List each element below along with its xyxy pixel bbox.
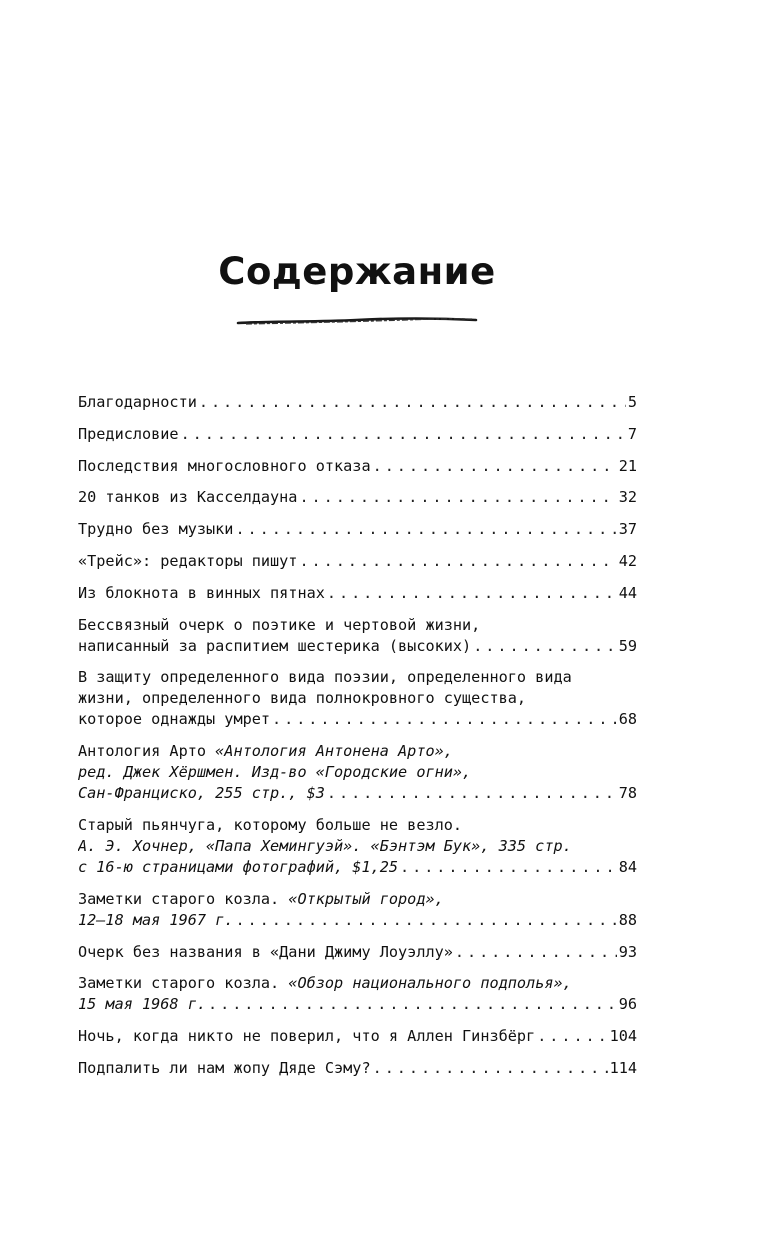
toc-entry[interactable] [78, 1058, 637, 1079]
toc-entry[interactable] [78, 583, 637, 604]
page-number: 21 [618, 456, 637, 475]
page-number: 32 [618, 488, 637, 507]
page-number: 37 [618, 520, 637, 539]
dot-leader [455, 942, 617, 963]
page-number: 78 [618, 784, 637, 803]
dot-leader [537, 1026, 607, 1047]
entry-title-line: Бессвязный очерк о поэтике и чертовой жизни, [78, 615, 481, 634]
entry-title-italic: «Обзор национального подполья», [288, 974, 572, 993]
entry-title-line: А. Э. Хочнер, «Папа Хемингуэй». «Бэнтэм Бук», 335 стр. [78, 836, 572, 855]
entry-title: Из блокнота в винных пятнах [78, 583, 325, 602]
toc-entry[interactable] [78, 615, 637, 657]
entry-title-line: 15 мая 1968 г. [78, 995, 207, 1014]
toc-entry[interactable] [78, 424, 637, 445]
page-number: 93 [618, 942, 637, 961]
entry-title-line: с 16-ю страницами фотографий, $1,25 [78, 857, 399, 876]
toc-entry[interactable] [78, 487, 637, 508]
page-number: 104 [609, 1027, 637, 1046]
entry-title-line: жизни, определенного вида полнокровного существа, [78, 689, 527, 708]
entry-title: «Трейс»: редакторы пишут [78, 551, 298, 570]
entry-title-line: В защиту определенного вида поэзии, определенного вида [78, 668, 572, 687]
entry-title-italic: «Открытый город», [288, 889, 444, 908]
entry-title-line [78, 741, 637, 762]
dot-leader [272, 709, 617, 730]
entry-title-line: 12–18 мая 1967 г. [78, 910, 234, 929]
entry-title-line [78, 973, 637, 994]
entry-title: Трудно без музыки [78, 520, 234, 539]
dot-leader [299, 487, 616, 508]
entry-title-italic: «Антология Антонена Арто», [215, 742, 453, 761]
entry-title: Последствия многословного отказа [78, 456, 371, 475]
entry-title-plain: Заметки старого козла. [78, 889, 289, 908]
page-number: 42 [618, 551, 637, 570]
entry-title-plain: Антология Арто [78, 742, 216, 761]
dot-leader [199, 392, 626, 413]
toc-entry[interactable] [78, 889, 637, 931]
dot-leader [327, 783, 617, 804]
entry-title-line: Сан-Франциско, 255 стр., $3 [78, 784, 325, 803]
page-number: 114 [609, 1058, 637, 1077]
entry-title: Благодарности [78, 393, 197, 411]
toc-entry[interactable] [78, 942, 637, 963]
page-number: 96 [618, 995, 637, 1014]
toc-entry[interactable] [78, 1026, 637, 1047]
page-number: 88 [618, 910, 637, 929]
entry-title: Ночь, когда никто не поверил, что я Аллен Гинзбёрг [78, 1027, 536, 1046]
entry-title: 20 танков из Касселдауна [78, 488, 298, 507]
entry-title-line: ред. Джек Хёршмен. Изд-во «Городские огни», [78, 763, 472, 782]
dot-leader [373, 1058, 608, 1079]
dot-leader [400, 857, 617, 878]
entry-title: Предисловие [78, 424, 179, 443]
page-number: 84 [618, 857, 637, 876]
toc-entry[interactable] [78, 815, 637, 878]
dot-leader [235, 519, 616, 540]
page-number: 44 [618, 583, 637, 602]
toc-entry[interactable] [78, 551, 637, 572]
page-number: 7 [627, 424, 637, 443]
entry-title-line: которое однажды умрет [78, 710, 271, 729]
toc-entry[interactable] [78, 392, 637, 413]
dot-leader [473, 636, 617, 657]
table-of-contents [78, 392, 637, 1090]
entry-title: Подпалить ли нам жопу Дяде Сэму? [78, 1058, 371, 1077]
toc-entry[interactable] [78, 456, 637, 477]
toc-entry[interactable] [78, 667, 637, 730]
toc-entry[interactable] [78, 741, 637, 804]
entry-title: Очерк без названия в «Дани Джиму Лоуэллу» [78, 942, 453, 961]
entry-title-plain: Заметки старого козла. [78, 974, 289, 993]
dot-leader [208, 994, 617, 1015]
page-number: 68 [618, 710, 637, 729]
title-underline-icon [236, 314, 478, 328]
dot-leader [299, 551, 616, 572]
entry-title-line: Старый пьянчуга, которому больше не везло. [78, 815, 463, 834]
entry-title-line [78, 889, 637, 910]
page-number: 5 [627, 393, 637, 411]
dot-leader [327, 583, 617, 604]
dot-leader [373, 456, 617, 477]
toc-entry[interactable] [78, 973, 637, 1015]
toc-entry[interactable] [78, 519, 637, 540]
page-number: 59 [618, 636, 637, 655]
entry-title-line: написанный за распитием шестерика (высоких) [78, 636, 472, 655]
dot-leader [181, 424, 626, 445]
page-title: Содержание [218, 250, 496, 293]
dot-leader [235, 910, 616, 931]
